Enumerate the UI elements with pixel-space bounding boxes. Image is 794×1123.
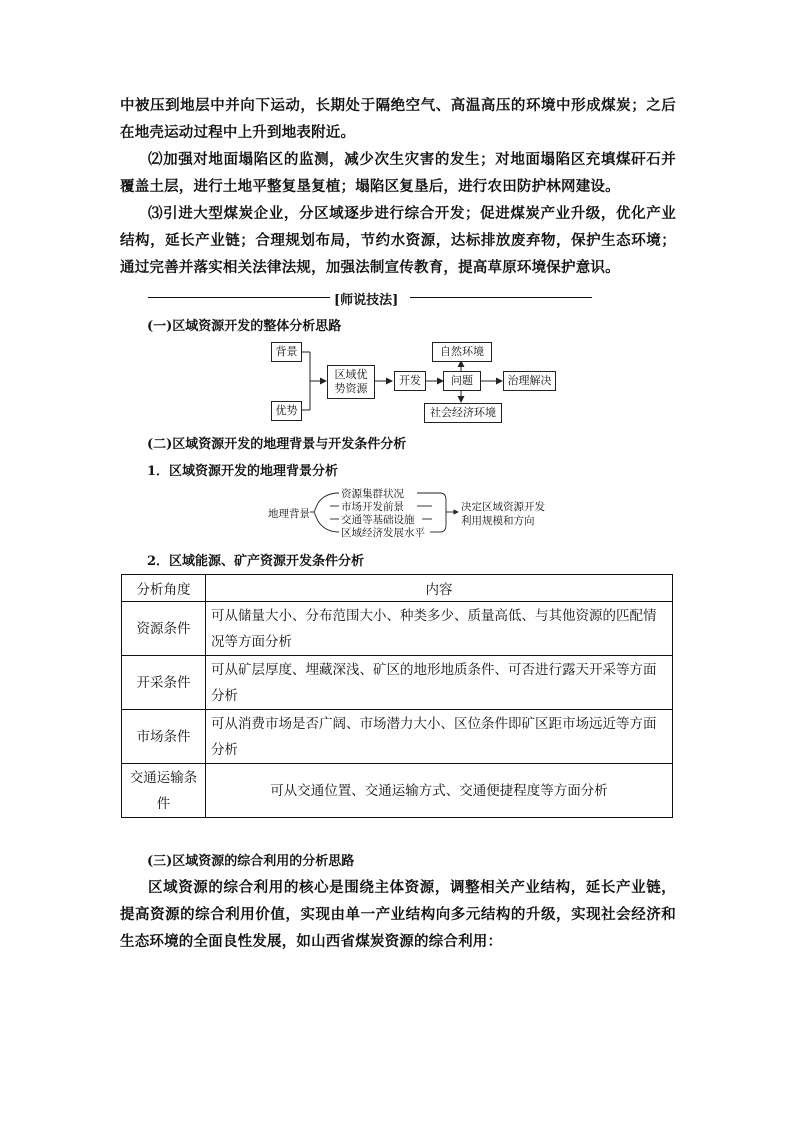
geo-diagram-connectors [0, 0, 794, 560]
flow-solve-box: 治理解决 [503, 371, 556, 391]
divider-label: [师说技法] [334, 293, 399, 308]
table-key-cell: 交通运输条件 [122, 764, 206, 818]
subsection-title-1: 1．区域资源开发的地理背景分析 [147, 464, 339, 479]
paragraph-item-3: ⑶引进大型煤炭企业，分区域逐步进行综合开发；促进煤炭产业升级，优化产业结构，延长产业链；合理规划布局，节约水资源，达标排放废弃物，保护生态环境；通过完善并落实相关法律法规，加强法制宣传教育，提高草原环境保护意识。 [120, 205, 676, 276]
geo-root-label: 地理背景 [268, 508, 310, 520]
paragraph-item-2: ⑵加强对地面塌陷区的监测，减少次生灾害的发生；对地面塌陷区充填煤矸石并覆盖土层，进行土地平整复垦复植；塌陷区复垦后，进行农田防护林网建设。 [120, 151, 676, 195]
flow-problem-box: 问题 [443, 371, 481, 391]
table-header-cell: 内容 [206, 575, 673, 602]
table-value-cell: 可从消费市场是否广阔、市场潜力大小、区位条件即矿区距市场远近等方面分析 [206, 710, 673, 764]
paragraph-continued: 中被压到地层中并向下运动，长期处于隔绝空气、高温高压的环境中形成煤炭；之后在地壳运动过程中上升到地表附近。 [120, 97, 676, 141]
table-value-cell: 可从矿层厚度、埋藏深浅、矿区的地形地质条件、可否进行露天开采等方面分析 [206, 656, 673, 710]
table-row [122, 656, 673, 710]
table-row [122, 764, 673, 818]
flow-regional-resource-box: 区域优势资源 [327, 365, 375, 399]
geo-item-label: 资源集群状况 [341, 488, 404, 500]
geo-item-label: 区域经济发展水平 [341, 527, 425, 539]
section3-body: 区域资源的综合利用的核心是围绕主体资源，调整相关产业结构，延长产业链，提高资源的综合利用价值，实现由单一产业结构向多元结构的升级，实现社会经济和生态环境的全面良性发展，如山西省煤炭资源的综合利用： [120, 879, 676, 950]
flow-develop-box: 开发 [394, 371, 426, 391]
section-title-3: (三)区域资源的综合利用的分析思路 [147, 854, 355, 869]
table-row [122, 602, 673, 656]
table-header-row [122, 575, 673, 602]
geo-item-label: 交通等基础设施 [341, 514, 415, 526]
subsection-title-2: 2．区域能源、矿产资源开发条件分析 [147, 554, 365, 569]
geo-result-line2: 利用规模和方向 [461, 515, 535, 527]
flow-nature-box: 自然环境 [432, 342, 492, 362]
table-key-cell: 市场条件 [122, 710, 206, 764]
table-key-cell: 资源条件 [122, 602, 206, 656]
geo-result-line1: 决定区域资源开发 [461, 501, 545, 513]
section-title-1: (一)区域资源开发的整体分析思路 [147, 319, 342, 334]
table-key-cell: 开采条件 [122, 656, 206, 710]
table-header-cell: 分析角度 [122, 575, 206, 602]
section-title-2: (二)区域资源开发的地理背景与开发条件分析 [147, 437, 407, 452]
flow-social-box: 社会经济环境 [424, 403, 502, 423]
table-row [122, 710, 673, 764]
geo-item-label: 市场开发前景 [341, 501, 404, 513]
table-value-cell: 可从储量大小、分布范围大小、种类多少、质量高低、与其他资源的匹配情况等方面分析 [206, 602, 673, 656]
table-value-cell: 可从交通位置、交通运输方式、交通便捷程度等方面分析 [206, 764, 673, 818]
flow-background-box: 背景 [271, 342, 302, 362]
flow-advantage-box: 优势 [271, 401, 302, 421]
conditions-table [121, 574, 673, 818]
